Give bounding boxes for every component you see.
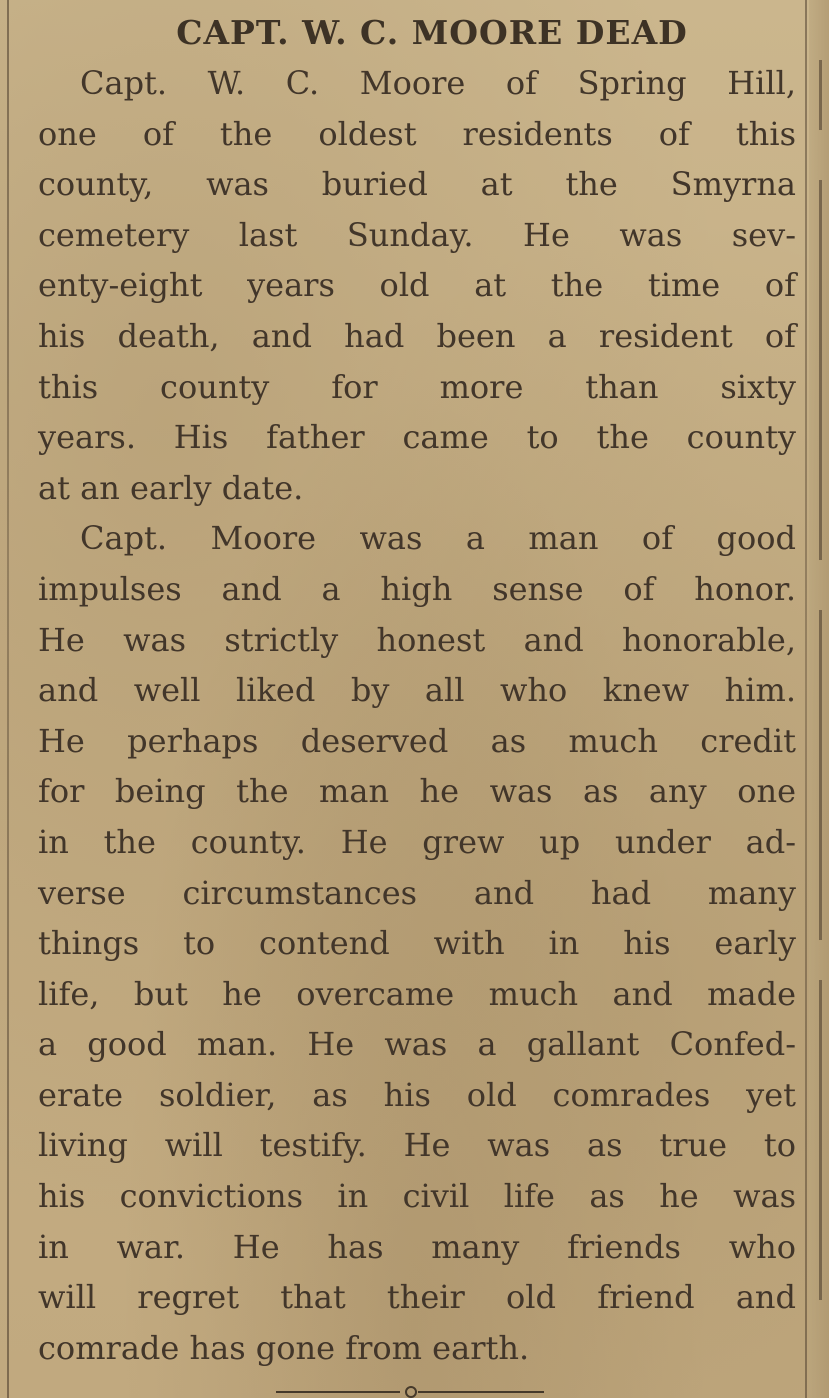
text-line: will regret that their old friend and xyxy=(38,1278,796,1317)
article-end-divider xyxy=(276,1387,544,1398)
adjacent-column-fragment xyxy=(819,180,822,560)
text-line: in the county. He grew up under ad- xyxy=(38,822,796,861)
text-line: verse circumstances and had many xyxy=(38,873,796,912)
adjacent-column-edge xyxy=(809,0,829,1398)
text-line: impulses and a high sense of honor. xyxy=(38,569,796,608)
adjacent-column-fragment xyxy=(819,980,822,1300)
text-line: comrade has gone from earth. xyxy=(38,1328,530,1367)
column-rule-left xyxy=(7,0,9,1398)
divider-rule-left xyxy=(276,1391,400,1393)
text-line: one of the oldest residents of this xyxy=(38,114,796,153)
text-line: erate soldier, as his old comrades yet xyxy=(38,1075,796,1114)
text-line: his convictions in civil life as he was xyxy=(38,1177,796,1216)
text-line: Capt. Moore was a man of good xyxy=(80,519,796,558)
text-line: his death, and had been a resident of xyxy=(38,316,796,355)
column-rule-right xyxy=(805,0,807,1398)
text-line: years. His father came to the county xyxy=(38,418,796,457)
divider-rule-right xyxy=(418,1391,544,1393)
text-line: enty-eight years old at the time of xyxy=(38,266,796,305)
text-line: He was strictly honest and honorable, xyxy=(38,620,796,659)
text-line: He perhaps deserved as much credit xyxy=(38,721,796,760)
text-line: in war. He has many friends who xyxy=(38,1227,796,1266)
text-line: at an early date. xyxy=(38,468,304,507)
adjacent-column-fragment xyxy=(819,610,822,940)
text-line: this county for more than sixty xyxy=(38,367,796,406)
text-line: a good man. He was a gallant Confed- xyxy=(38,1025,796,1064)
text-line: county, was buried at the Smyrna xyxy=(38,165,796,204)
text-line: cemetery last Sunday. He was sev- xyxy=(38,215,796,254)
paragraph-1 xyxy=(38,58,796,513)
text-line: Capt. W. C. Moore of Spring Hill, xyxy=(80,64,796,102)
adjacent-column-fragment xyxy=(819,60,822,130)
text-line: life, but he overcame much and made xyxy=(38,974,796,1013)
text-line: and well liked by all who knew him. xyxy=(38,671,796,710)
article-headline: CAPT. W. C. MOORE DEAD xyxy=(176,13,688,52)
divider-ornament xyxy=(405,1386,417,1398)
text-line: things to contend with in his early xyxy=(38,924,796,963)
paragraph-2 xyxy=(38,513,796,1373)
obituary-article xyxy=(38,8,796,1373)
text-line: living will testify. He was as true to xyxy=(38,1126,796,1165)
text-line: for being the man he was as any one xyxy=(38,772,796,811)
